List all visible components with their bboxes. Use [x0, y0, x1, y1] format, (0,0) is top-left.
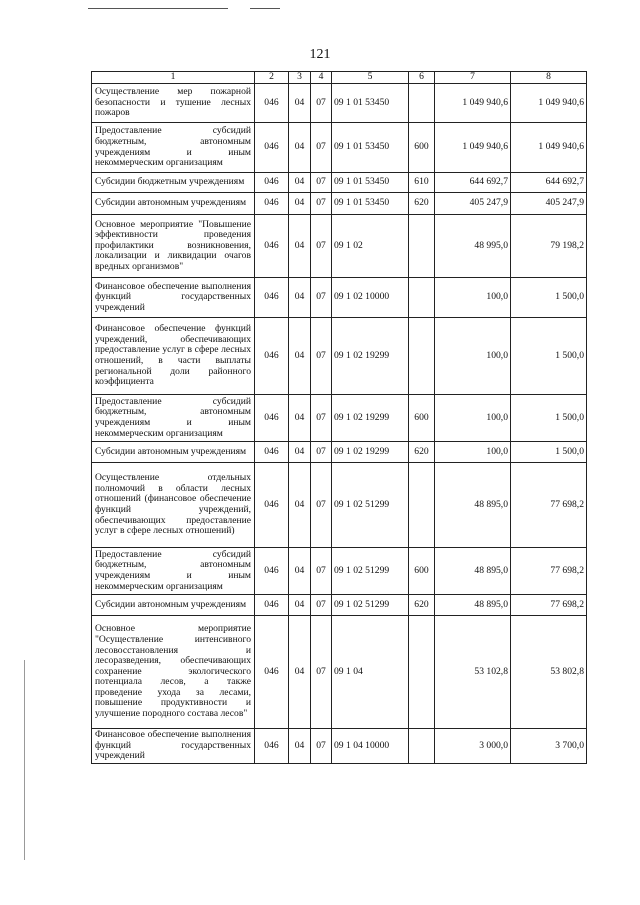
- column-header: 2: [255, 72, 289, 84]
- table-row: [92, 729, 587, 764]
- cell-target-article: 09 1 02 51299: [332, 595, 409, 616]
- cell-amount-year-1: 644 692,7: [435, 173, 511, 193]
- cell-section: 04: [289, 318, 311, 395]
- table-row: [92, 193, 587, 215]
- cell-admin-code: 046: [255, 616, 289, 729]
- cell-amount-year-1: 1 049 940,6: [435, 84, 511, 123]
- cell-section: 04: [289, 193, 311, 215]
- column-header: 3: [289, 72, 311, 84]
- row-description: Финансовое обеспечение выполнения функций государственных учреждений: [92, 729, 255, 764]
- cell-amount-year-1: 53 102,8: [435, 616, 511, 729]
- cell-target-article: 09 1 01 53450: [332, 193, 409, 215]
- cell-amount-year-1: 48 895,0: [435, 463, 511, 548]
- cell-amount-year-1: 3 000,0: [435, 729, 511, 764]
- cell-admin-code: 046: [255, 123, 289, 173]
- scan-mark: [88, 8, 228, 9]
- row-description: Субсидии автономным учреждениям: [92, 442, 255, 463]
- cell-subsection: 07: [311, 278, 332, 318]
- cell-subsection: 07: [311, 616, 332, 729]
- cell-admin-code: 046: [255, 278, 289, 318]
- cell-subsection: 07: [311, 463, 332, 548]
- table-row: [92, 84, 587, 123]
- cell-admin-code: 046: [255, 729, 289, 764]
- cell-subsection: 07: [311, 215, 332, 278]
- cell-section: 04: [289, 278, 311, 318]
- cell-expense-type: [409, 278, 435, 318]
- cell-amount-year-1: 405 247,9: [435, 193, 511, 215]
- cell-subsection: 07: [311, 84, 332, 123]
- cell-expense-type: [409, 318, 435, 395]
- cell-admin-code: 046: [255, 84, 289, 123]
- cell-amount-year-1: 100,0: [435, 395, 511, 442]
- cell-expense-type: 620: [409, 442, 435, 463]
- cell-target-article: 09 1 02 51299: [332, 548, 409, 595]
- cell-amount-year-1: 100,0: [435, 278, 511, 318]
- table-row: [92, 442, 587, 463]
- cell-target-article: 09 1 01 53450: [332, 84, 409, 123]
- cell-subsection: 07: [311, 123, 332, 173]
- cell-amount-year-2: 77 698,2: [511, 463, 587, 548]
- table-row: [92, 318, 587, 395]
- scan-mark: [24, 660, 25, 860]
- cell-amount-year-2: 1 049 940,6: [511, 84, 587, 123]
- cell-amount-year-1: 1 049 940,6: [435, 123, 511, 173]
- cell-amount-year-2: 3 700,0: [511, 729, 587, 764]
- cell-expense-type: 600: [409, 123, 435, 173]
- row-description: Осуществление мер пожарной безопасности и тушение лесных пожаров: [92, 84, 255, 123]
- cell-section: 04: [289, 395, 311, 442]
- row-description: Основное мероприятие "Осуществление интенсивного лесовосстановления и лесоразведения, обеспечивающих сохранение экологического потенциала лесов, а также проведение ухода за лесами, повышение продуктивности и улучшение породного состава лесов": [92, 616, 255, 729]
- cell-target-article: 09 1 04: [332, 616, 409, 729]
- cell-target-article: 09 1 02: [332, 215, 409, 278]
- cell-target-article: 09 1 02 19299: [332, 395, 409, 442]
- cell-subsection: 07: [311, 193, 332, 215]
- cell-target-article: 09 1 02 10000: [332, 278, 409, 318]
- cell-subsection: 07: [311, 395, 332, 442]
- cell-expense-type: 620: [409, 595, 435, 616]
- scan-mark: [250, 8, 280, 9]
- row-description: Основное мероприятие "Повышение эффективности проведения профилактики возникновения, локализации и ликвидации очагов вредных организмов": [92, 215, 255, 278]
- cell-expense-type: 620: [409, 193, 435, 215]
- cell-expense-type: [409, 616, 435, 729]
- cell-section: 04: [289, 123, 311, 173]
- cell-amount-year-1: 48 895,0: [435, 595, 511, 616]
- cell-admin-code: 046: [255, 318, 289, 395]
- table-row: [92, 463, 587, 548]
- table-row: [92, 123, 587, 173]
- row-description: Финансовое обеспечение функций учреждений, обеспечивающих предоставление услуг в сфере лесных отношений, в части выплаты региональной доли районного коэффициента: [92, 318, 255, 395]
- cell-expense-type: 600: [409, 548, 435, 595]
- table-row: [92, 173, 587, 193]
- cell-target-article: 09 1 01 53450: [332, 173, 409, 193]
- cell-amount-year-2: 1 500,0: [511, 395, 587, 442]
- cell-amount-year-2: 1 049 940,6: [511, 123, 587, 173]
- cell-section: 04: [289, 616, 311, 729]
- cell-section: 04: [289, 729, 311, 764]
- table-row: [92, 595, 587, 616]
- cell-amount-year-2: 77 698,2: [511, 595, 587, 616]
- table-header-row: [92, 72, 587, 84]
- cell-section: 04: [289, 595, 311, 616]
- cell-admin-code: 046: [255, 442, 289, 463]
- cell-expense-type: 610: [409, 173, 435, 193]
- table-row: [92, 548, 587, 595]
- table-row: [92, 616, 587, 729]
- cell-section: 04: [289, 84, 311, 123]
- column-header: 5: [332, 72, 409, 84]
- cell-subsection: 07: [311, 548, 332, 595]
- table-row: [92, 215, 587, 278]
- cell-admin-code: 046: [255, 595, 289, 616]
- cell-amount-year-1: 48 895,0: [435, 548, 511, 595]
- row-description: Осуществление отдельных полномочий в области лесных отношений (финансовое обеспечение функций учреждений, обеспечивающих предоставление услуг в сфере лесных отношений): [92, 463, 255, 548]
- cell-target-article: 09 1 02 19299: [332, 442, 409, 463]
- cell-subsection: 07: [311, 173, 332, 193]
- cell-admin-code: 046: [255, 463, 289, 548]
- cell-section: 04: [289, 463, 311, 548]
- cell-admin-code: 046: [255, 173, 289, 193]
- cell-amount-year-2: 79 198,2: [511, 215, 587, 278]
- cell-section: 04: [289, 442, 311, 463]
- column-header: 1: [92, 72, 255, 84]
- cell-target-article: 09 1 02 19299: [332, 318, 409, 395]
- table-row: [92, 395, 587, 442]
- column-header: 8: [511, 72, 587, 84]
- cell-amount-year-2: 77 698,2: [511, 548, 587, 595]
- row-description: Предоставление субсидий бюджетным, автономным учреждениям и иным некоммерческим организациям: [92, 548, 255, 595]
- cell-admin-code: 046: [255, 548, 289, 595]
- cell-amount-year-2: 1 500,0: [511, 318, 587, 395]
- cell-section: 04: [289, 548, 311, 595]
- row-description: Субсидии автономным учреждениям: [92, 595, 255, 616]
- cell-amount-year-2: 405 247,9: [511, 193, 587, 215]
- cell-section: 04: [289, 215, 311, 278]
- cell-amount-year-2: 53 802,8: [511, 616, 587, 729]
- cell-target-article: 09 1 04 10000: [332, 729, 409, 764]
- row-description: Субсидии автономным учреждениям: [92, 193, 255, 215]
- cell-admin-code: 046: [255, 215, 289, 278]
- cell-admin-code: 046: [255, 193, 289, 215]
- column-header: 6: [409, 72, 435, 84]
- cell-target-article: 09 1 01 53450: [332, 123, 409, 173]
- cell-amount-year-2: 1 500,0: [511, 442, 587, 463]
- row-description: Предоставление субсидий бюджетным, автономным учреждениям и иным некоммерческим организациям: [92, 123, 255, 173]
- table-row: [92, 278, 587, 318]
- cell-amount-year-1: 100,0: [435, 318, 511, 395]
- row-description: Предоставление субсидий бюджетным, автономным учреждениям и иным некоммерческим организациям: [92, 395, 255, 442]
- cell-section: 04: [289, 173, 311, 193]
- cell-expense-type: 600: [409, 395, 435, 442]
- cell-expense-type: [409, 729, 435, 764]
- page-number: 121: [309, 47, 331, 62]
- cell-expense-type: [409, 84, 435, 123]
- cell-subsection: 07: [311, 729, 332, 764]
- cell-target-article: 09 1 02 51299: [332, 463, 409, 548]
- cell-amount-year-2: 1 500,0: [511, 278, 587, 318]
- cell-amount-year-1: 48 995,0: [435, 215, 511, 278]
- row-description: Субсидии бюджетным учреждениям: [92, 173, 255, 193]
- column-header: 7: [435, 72, 511, 84]
- row-description: Финансовое обеспечение выполнения функций государственных учреждений: [92, 278, 255, 318]
- cell-subsection: 07: [311, 318, 332, 395]
- cell-subsection: 07: [311, 595, 332, 616]
- cell-expense-type: [409, 463, 435, 548]
- cell-expense-type: [409, 215, 435, 278]
- cell-amount-year-1: 100,0: [435, 442, 511, 463]
- cell-subsection: 07: [311, 442, 332, 463]
- budget-table: [91, 71, 587, 764]
- cell-admin-code: 046: [255, 395, 289, 442]
- column-header: 4: [311, 72, 332, 84]
- cell-amount-year-2: 644 692,7: [511, 173, 587, 193]
